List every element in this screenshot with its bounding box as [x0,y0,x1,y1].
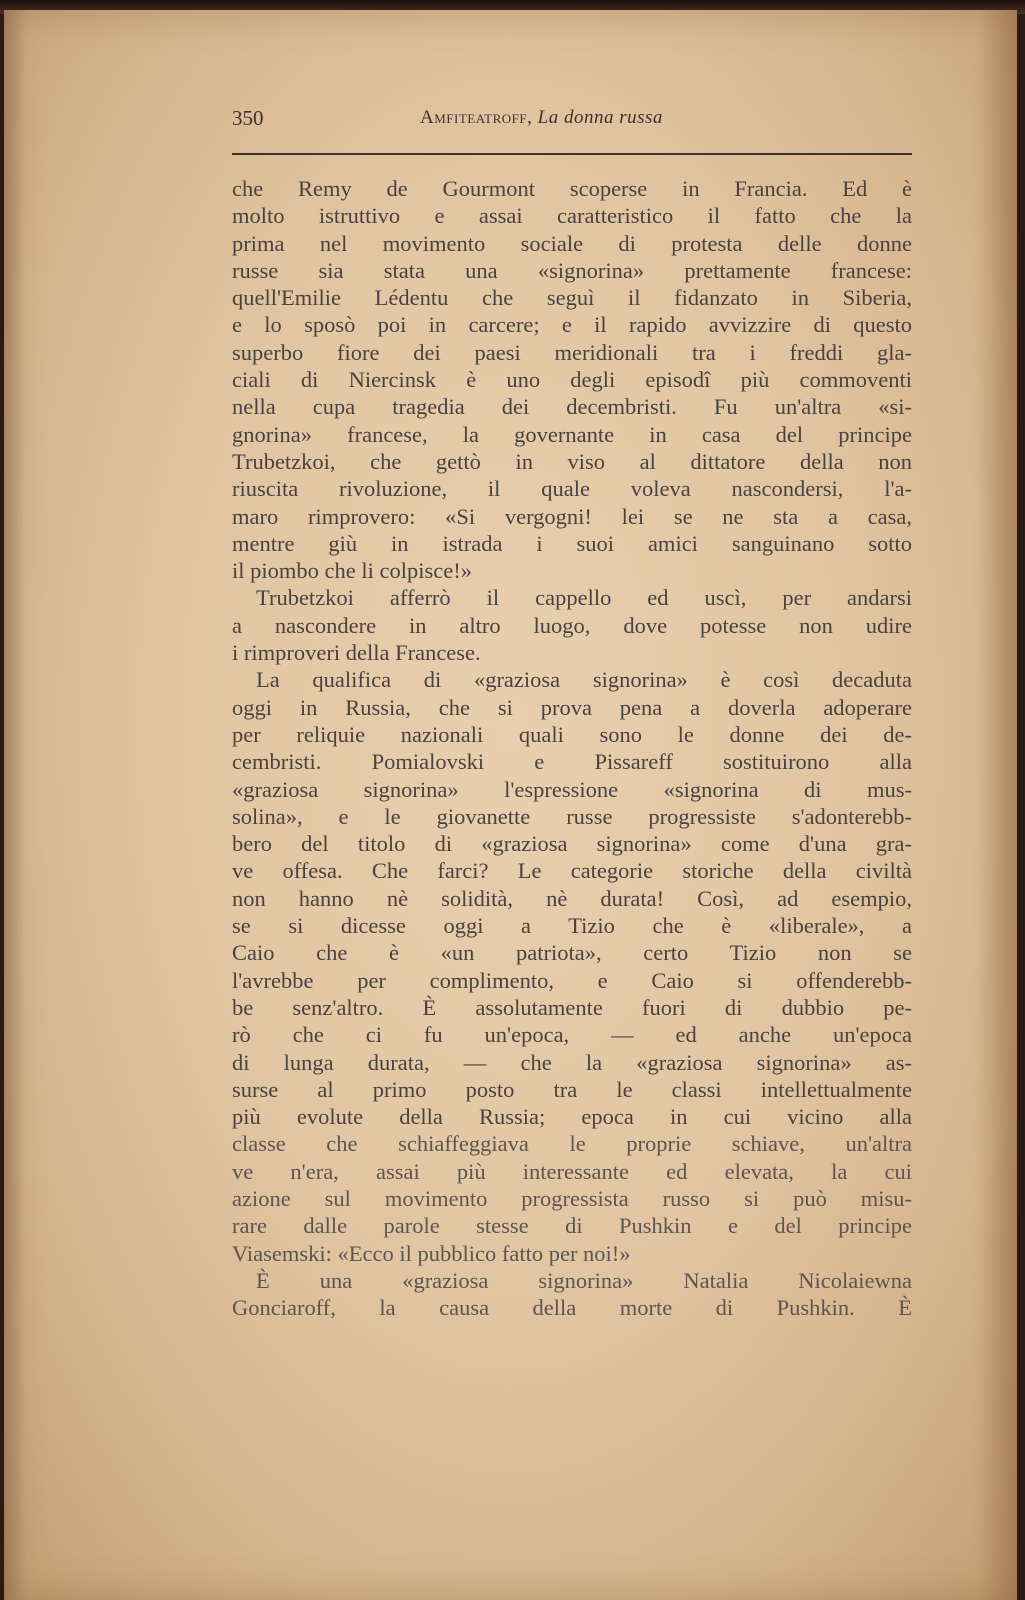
text-line: Trubetzkoi, che gettò in viso al dittatore della non [232,448,912,474]
text-line: È una «graziosa signorina» Natalia Nicolaiewna [256,1267,912,1293]
text-line: che Remy de Gourmont scoperse in Francia. Ed è [232,176,912,201]
text-line: rò che ci fu un'epoca, — ed anche un'epoca [232,1022,912,1048]
text-line: russe sia stata una «signorina» prettamente francese: [232,257,912,283]
text-line: a nascondere in altro luogo, dove potesse non udire [232,612,912,638]
text-line: Viasemski: «Ecco il pubblico fatto per noi!» [232,1240,631,1266]
text-line: surse al primo posto tra le classi intellettualmente [232,1076,912,1102]
text-line: be senz'altro. È assolutamente fuori di dubbio pe- [232,994,912,1020]
body-text [232,175,912,1321]
header-rule [232,153,912,155]
text-line: Caio che è «un patriota», certo Tizio non se [232,940,912,966]
text-line: gnorina» francese, la governante in casa del principe [232,421,912,447]
text-line: per reliquie nazionali quali sono le donne dei de- [232,721,912,747]
running-title-work: La donna russa [537,107,663,128]
text-line: ve offesa. Che farci? Le categorie storiche della civiltà [232,858,912,884]
text-line: quell'Emilie Lédentu che seguì il fidanzato in Siberia, [232,285,912,311]
text-line: «graziosa signorina» l'espressione «signorina di mus- [232,776,912,802]
text-line: cembristi. Pomialovski e Pissareff sostituirono alla [232,749,912,775]
text-line: mentre giù in istrada i suoi amici sanguinano sotto [232,530,912,556]
running-title-author: Amfiteatroff, [420,107,533,128]
text-line: riuscita rivoluzione, il quale voleva nascondersi, l'a- [232,476,912,502]
page-edge-discoloration [977,10,1017,1600]
text-line: rare dalle parole stesse di Pushkin e del principe [232,1213,912,1239]
text-line: La qualifica di «graziosa signorina» è così decaduta [256,667,912,693]
text-line: Gonciaroff, la causa della morte di Pushkin. È [232,1295,912,1321]
text-line: il piombo che li colpisce!» [232,558,472,584]
page-number: 350 [232,106,264,130]
text-line: bero del titolo di «graziosa signorina» come d'una gra- [232,831,912,857]
text-line: superbo fiore dei paesi meridionali tra i freddi gla- [232,339,912,365]
text-line: solina», e le giovanette russe progressiste s'adonterebb- [232,803,912,829]
text-line: e lo sposò poi in carcere; e il rapido avvizzire di questo [232,312,912,338]
text-line: ve n'era, assai più interessante ed elevata, la cui [232,1158,912,1184]
page-spine-shadow [4,10,26,1600]
text-line: oggi in Russia, che si prova pena a doverla adoperare [232,694,912,720]
text-line: nella cupa tragedia dei decembristi. Fu un'altra «si- [232,394,912,420]
text-line: l'avrebbe per complimento, e Caio si offenderebb- [232,967,912,993]
text-line: classe che schiaffeggiava le proprie schiave, un'altra [232,1131,912,1157]
text-line: Trubetzkoi afferrò il cappello ed uscì, per andarsi [256,585,912,611]
text-line: maro rimprovero: «Si vergogni! lei se ne sta a casa, [232,503,912,529]
text-line: se si dicesse oggi a Tizio che è «liberale», a [232,913,912,939]
text-line: ciali di Niercinsk è uno degli episodî più commoventi [232,367,912,393]
text-line: azione sul movimento progressista russo si può misu- [232,1185,912,1211]
text-line: più evolute della Russia; epoca in cui vicino alla [232,1104,912,1130]
text-line: non hanno nè solidità, nè durata! Così, ad esempio, [232,885,912,911]
text-line: prima nel movimento sociale di protesta delle donne [232,230,912,256]
running-title [420,107,663,129]
running-header [232,106,912,136]
text-line: i rimproveri della Francese. [232,640,481,666]
text-line: molto istruttivo e assai caratteristico il fatto che la [232,203,912,229]
text-line: di lunga durata, — che la «graziosa signorina» as- [232,1049,912,1075]
